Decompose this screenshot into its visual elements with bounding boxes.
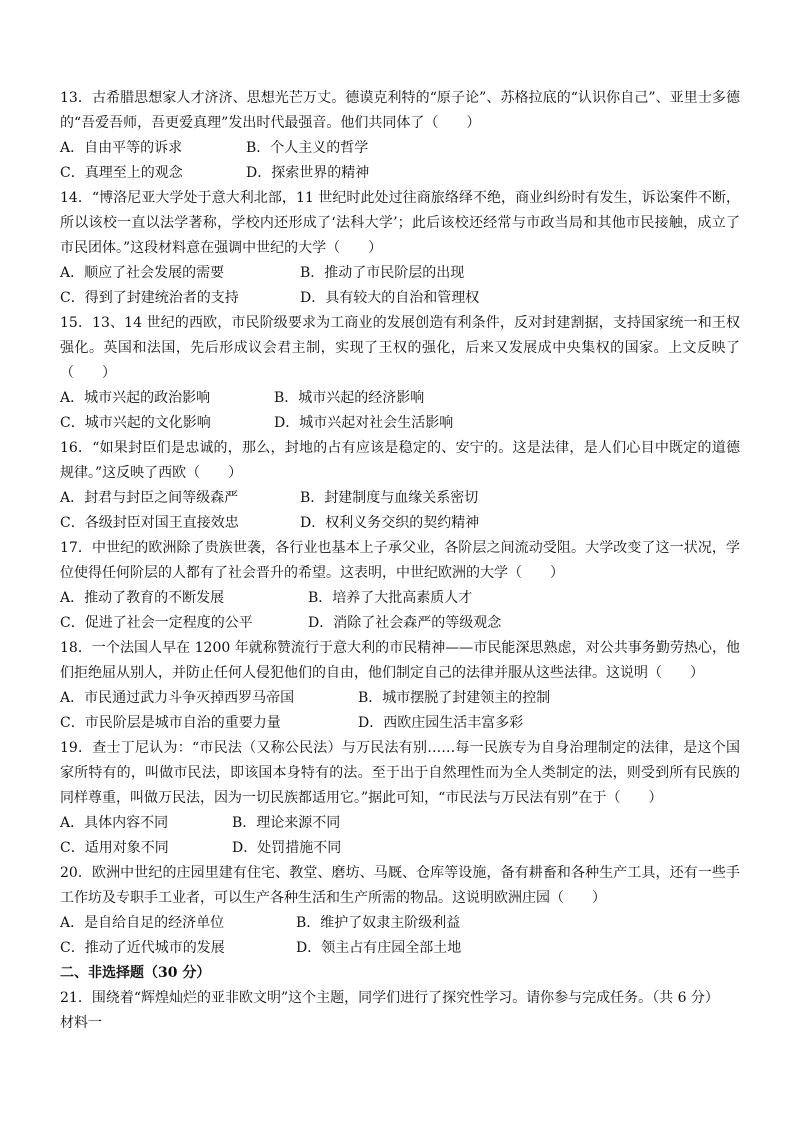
option-a: A．市民通过武力斗争灭掉西罗马帝国 [60,690,295,706]
question-stem: 17．中世纪的欧洲除了贵族世袭，各行业也基本上子承父业，各阶层之间流动受阻。大学改变了这一状况，学位使得任何阶层的人都有了社会晋升的希望。这表明，中世纪欧洲的大学（ ） [60,540,740,581]
option-c: C．适用对象不同 [60,840,169,856]
question-stem: 15．13、14 世纪的西欧，市民阶级要求为工商业的发展创造有利条件，反对封建割据，支持国家统一和王权强化。英国和法国，先后形成议会君主制，实现了王权的强化，后来又发展成中央集权的国家。上文反映了（ ） [60,315,740,381]
question-18 [60,636,740,736]
option-b: B．培养了大批高素质人才 [308,590,473,606]
option-a: A．是自给自足的经济单位 [60,915,225,931]
option-b: B．个人主义的哲学 [246,140,369,156]
option-d: D．具有较大的自治和管理权 [300,290,480,306]
question-stem: 19．查士丁尼认为：“市民法（又称公民法）与万民法有别……每一民族专为自身治理制定的法律，是这个国家所特有的，叫做市民法，即该国本身特有的法。至于出于自然理性而为全人类制定的法，则受到所有民族的同样尊重，叫做万民法，因为一切民族都适用它。”据此可知，“市民法与万民法有别”在于（ ） [60,740,740,806]
section-title: 二、非选择题（30 分） [60,965,211,981]
question-stem: 14．“博洛尼亚大学处于意大利北部，11 世纪时此处过往商旅络绎不绝，商业纠纷时有发生，诉讼案件不断，所以该校一直以法学著称，学校内还形成了‘法科大学’；此后该校还经常与市政当局和其他市民接触，成立了市民团体。”这段材料意在强调中世纪的大学（ ） [60,190,740,256]
question-stem: 16．“如果封臣们是忠诚的，那么，封地的占有应该是稳定的、安宁的。这是法律，是人们心目中既定的道德规律。”这反映了西欧（ ） [60,440,740,481]
exam-page [60,86,740,1036]
question-13 [60,86,740,186]
option-c: C．促进了社会一定程度的公平 [60,615,253,631]
option-a: A．城市兴起的政治影响 [60,390,211,406]
option-d: D．权利义务交织的契约精神 [300,515,480,531]
question-stem: 13．古希腊思想家人才济济、思想光芒万丈。德谟克利特的“原子论”、苏格拉底的“认识你自己”、亚里士多德的“吾爱吾师，吾更爱真理”发出时代最强音。他们共同体了（ ） [60,90,740,131]
option-a: A．顺应了社会发展的需要 [60,265,225,281]
option-d: D．消除了社会森严的等级观念 [308,615,502,631]
option-d: D．城市兴起对社会生活影响 [274,415,454,431]
option-a: A．推动了教育的不断发展 [60,590,225,606]
material-label: 材料一 [60,1015,102,1031]
option-c: C．各级封臣对国王直接效忠 [60,515,239,531]
option-b: B．推动了市民阶层的出现 [300,265,465,281]
option-a: A．具体内容不同 [60,815,169,831]
option-c: C．市民阶层是城市自治的重要力量 [60,715,281,731]
option-b: B．封建制度与血缘关系密切 [300,490,479,506]
option-b: B．城市兴起的经济影响 [274,390,425,406]
question-21-stem: 21．围绕着“辉煌灿烂的亚非欧文明”这个主题，同学们进行了探究性学习。请你参与完成任务。（共 6 分） [60,990,719,1006]
question-20 [60,861,740,961]
option-c: C．得到了封建统治者的支持 [60,290,239,306]
question-stem: 20．欧洲中世纪的庄园里建有住宅、教堂、磨坊、马厩、仓库等设施，备有耕畜和各种生产工具，还有一些手工作坊及专职手工业者，可以生产各种生活和生产所需的物品。这说明欧洲庄园（ ） [60,865,740,906]
option-c: C．真理至上的观念 [60,165,183,181]
option-a: A．封君与封臣之间等级森严 [60,490,239,506]
question-17 [60,536,740,636]
option-b: B．理论来源不同 [232,815,341,831]
option-d: D．领主占有庄园全部土地 [296,940,462,956]
option-c: C．推动了近代城市的发展 [60,940,225,956]
option-b: B．城市摆脱了封建领主的控制 [358,690,551,706]
question-19 [60,736,740,861]
question-15 [60,311,740,436]
option-d: D．探索世界的精神 [246,165,370,181]
question-16 [60,436,740,536]
option-a: A．自由平等的诉求 [60,140,183,156]
option-d: D．西欧庄园生活丰富多彩 [358,715,524,731]
option-b: B．维护了奴隶主阶级利益 [296,915,461,931]
option-c: C．城市兴起的文化影响 [60,415,211,431]
question-14 [60,186,740,311]
question-stem: 18．一个法国人早在 1200 年就称赞流行于意大利的市民精神——市民能深思熟虑，对公共事务勤劳热心，他们拒绝屈从别人，并防止任何人侵犯他们的自由，他们制定自己的法律并服从这些法律。这说明（ ） [60,640,740,681]
option-d: D．处罚措施不同 [232,840,342,856]
